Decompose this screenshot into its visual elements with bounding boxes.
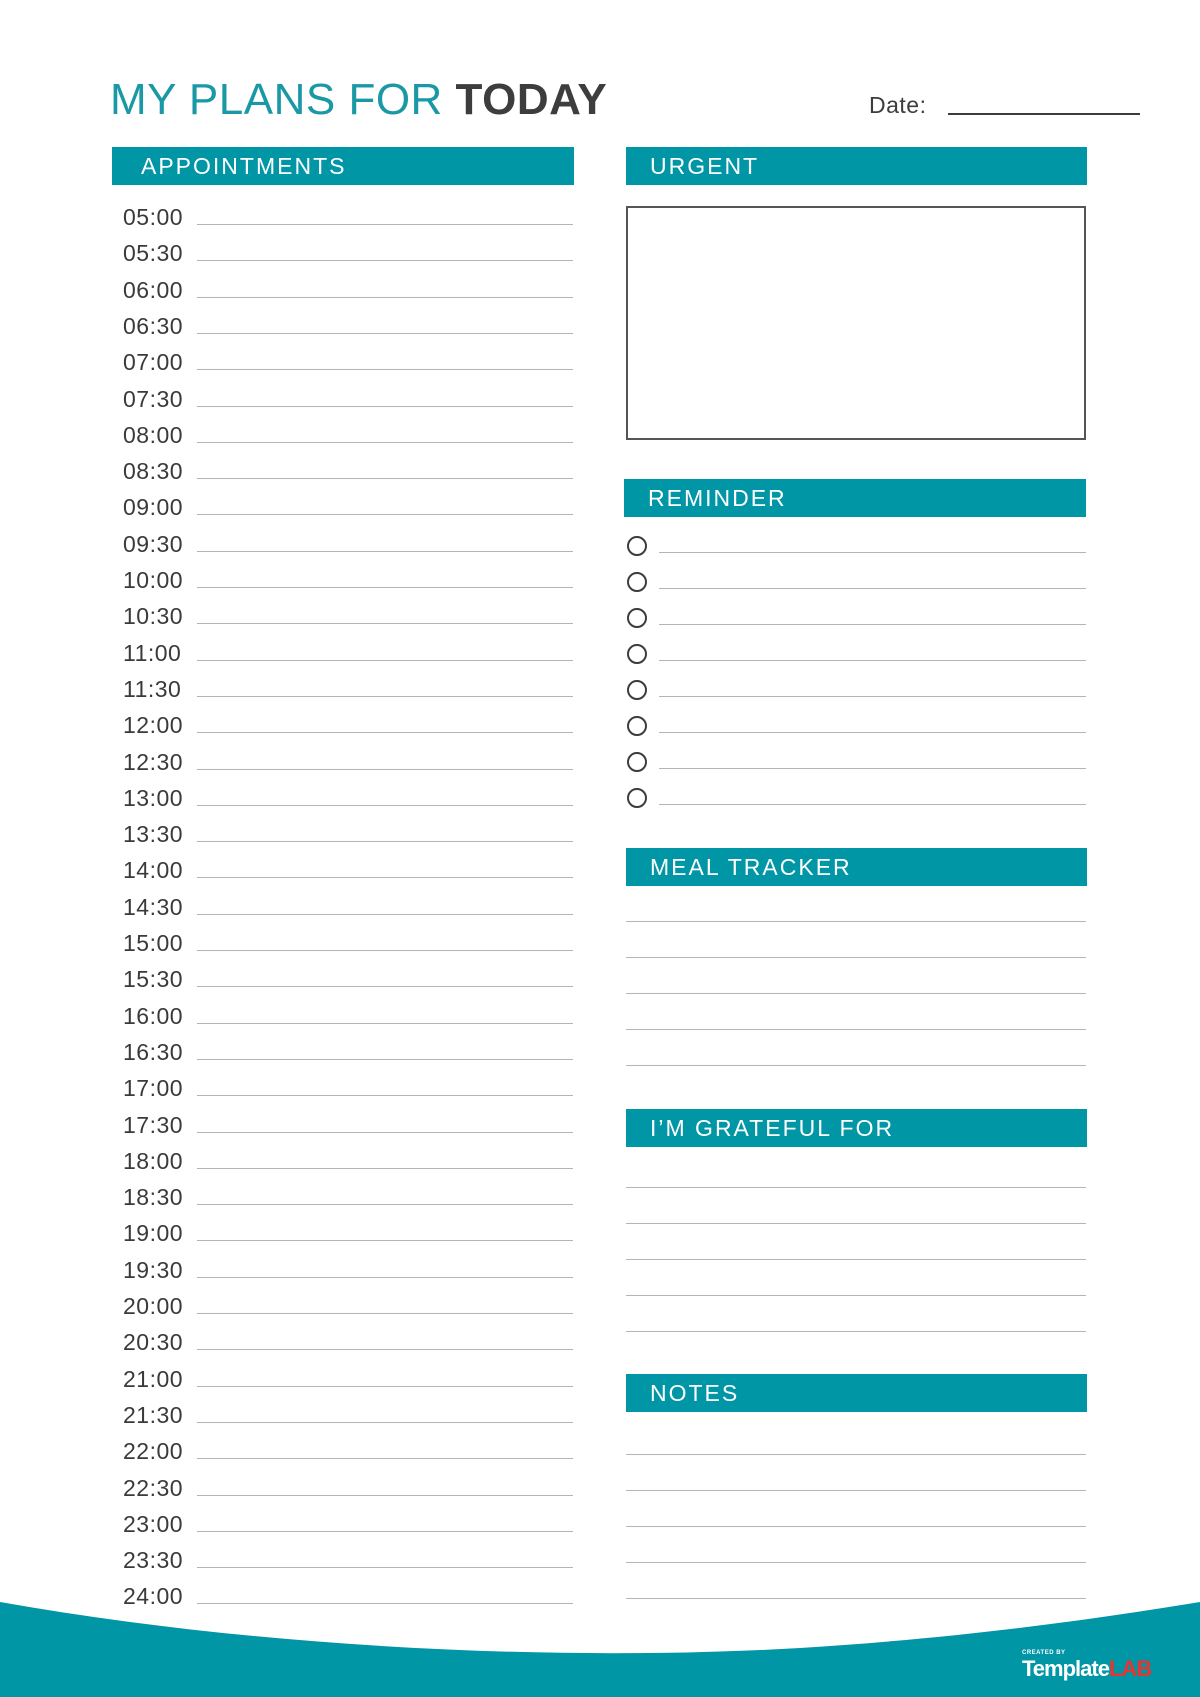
appointment-time: 11:00 — [123, 640, 182, 666]
appointment-line[interactable] — [197, 551, 573, 552]
appointment-time: 19:00 — [123, 1220, 184, 1246]
reminder-item[interactable] — [626, 536, 1086, 562]
appointment-slot[interactable] — [123, 458, 573, 494]
appointment-slot[interactable] — [123, 1112, 573, 1148]
appointment-slot[interactable] — [123, 857, 573, 893]
reminder-line[interactable] — [659, 624, 1086, 625]
appointment-time: 13:00 — [123, 785, 184, 811]
grateful-line[interactable] — [626, 1295, 1086, 1296]
meal-tracker-title: MEAL TRACKER — [650, 854, 852, 880]
appointment-time: 16:30 — [123, 1039, 184, 1065]
meal-tracker-line[interactable] — [626, 921, 1086, 922]
appointment-time: 12:30 — [123, 749, 184, 775]
appointment-slot[interactable] — [123, 1293, 573, 1329]
appointment-time: 22:00 — [123, 1438, 184, 1464]
appointment-line[interactable] — [197, 805, 573, 806]
appointments-header — [112, 147, 574, 185]
reminder-item[interactable] — [626, 644, 1086, 670]
appointment-slot[interactable] — [123, 204, 573, 240]
notes-line[interactable] — [626, 1562, 1086, 1563]
appointment-line[interactable] — [197, 1386, 573, 1387]
appointment-slot[interactable] — [123, 531, 573, 567]
appointment-line[interactable] — [197, 478, 573, 479]
appointment-slot[interactable] — [123, 821, 573, 857]
appointment-time: 21:00 — [123, 1366, 184, 1392]
appointment-time: 17:00 — [123, 1075, 184, 1101]
appointment-line[interactable] — [197, 914, 573, 915]
appointment-time: 07:30 — [123, 386, 184, 412]
appointment-line[interactable] — [197, 1422, 573, 1423]
reminder-item[interactable] — [626, 752, 1086, 778]
circle-checkbox-icon[interactable] — [627, 716, 647, 736]
appointment-time: 05:00 — [123, 204, 184, 230]
appointment-time: 18:00 — [123, 1148, 184, 1174]
urgent-title: URGENT — [650, 153, 760, 179]
appointment-line[interactable] — [197, 369, 573, 370]
created-by-label: CREATED BY — [1022, 1650, 1066, 1656]
appointment-time: 06:30 — [123, 313, 184, 339]
appointment-slot[interactable] — [123, 1438, 573, 1474]
appointment-line[interactable] — [197, 1023, 573, 1024]
circle-checkbox-icon[interactable] — [627, 752, 647, 772]
grateful-line[interactable] — [626, 1331, 1086, 1332]
circle-checkbox-icon[interactable] — [627, 644, 647, 664]
appointment-time: 18:30 — [123, 1184, 184, 1210]
appointment-line[interactable] — [197, 732, 573, 733]
circle-checkbox-icon[interactable] — [627, 572, 647, 592]
page-title-part1: MY PLANS FOR — [110, 75, 456, 124]
appointment-time: 19:30 — [123, 1257, 184, 1283]
logo-text-lab: LAB — [1108, 1656, 1152, 1681]
appointment-line[interactable] — [197, 587, 573, 588]
appointment-time: 16:00 — [123, 1003, 184, 1029]
appointment-slot[interactable] — [123, 277, 573, 313]
appointment-slot[interactable] — [123, 1329, 573, 1365]
reminder-line[interactable] — [659, 588, 1086, 589]
appointment-slot[interactable] — [123, 749, 573, 785]
circle-checkbox-icon[interactable] — [627, 680, 647, 700]
appointment-slot[interactable] — [123, 1148, 573, 1184]
appointment-slot[interactable] — [123, 930, 573, 966]
notes-line[interactable] — [626, 1490, 1086, 1491]
appointment-line[interactable] — [197, 1349, 573, 1350]
page-title-part2: TODAY — [455, 75, 608, 124]
grateful-line[interactable] — [626, 1259, 1086, 1260]
appointment-time: 05:30 — [123, 240, 184, 266]
meal-tracker-line[interactable] — [626, 1065, 1086, 1066]
appointment-line[interactable] — [197, 1168, 573, 1169]
appointment-slot[interactable] — [123, 1257, 573, 1293]
appointment-line[interactable] — [197, 1132, 573, 1133]
appointment-slot[interactable] — [123, 1475, 573, 1511]
date-field[interactable] — [948, 113, 1140, 115]
appointment-time: 09:00 — [123, 494, 184, 520]
appointment-slot[interactable] — [123, 567, 573, 603]
appointment-time: 20:00 — [123, 1293, 184, 1319]
appointment-slot[interactable] — [123, 1184, 573, 1220]
appointment-time: 15:00 — [123, 930, 184, 956]
appointment-slot[interactable] — [123, 1039, 573, 1075]
appointment-slot[interactable] — [123, 1511, 573, 1547]
grateful-line[interactable] — [626, 1223, 1086, 1224]
appointment-time: 10:30 — [123, 603, 184, 629]
appointment-time: 21:30 — [123, 1402, 184, 1428]
appointment-time: 14:30 — [123, 894, 184, 920]
appointment-line[interactable] — [197, 950, 573, 951]
appointment-line[interactable] — [197, 333, 573, 334]
appointment-line[interactable] — [197, 1495, 573, 1496]
appointment-line[interactable] — [197, 696, 573, 697]
logo-text — [1022, 1656, 1151, 1682]
circle-checkbox-icon[interactable] — [627, 536, 647, 556]
date-label: Date: — [869, 92, 927, 118]
appointment-line[interactable] — [197, 1277, 573, 1278]
appointment-line[interactable] — [197, 877, 573, 878]
appointment-time: 08:30 — [123, 458, 184, 484]
appointment-time: 08:00 — [123, 422, 184, 448]
appointment-slot[interactable] — [123, 386, 573, 422]
appointment-slot[interactable] — [123, 1003, 573, 1039]
templatelab-logo — [1022, 1650, 1172, 1682]
reminder-title: REMINDER — [648, 485, 787, 511]
reminder-item[interactable] — [626, 716, 1086, 742]
appointment-time: 06:00 — [123, 277, 184, 303]
appointment-time: 07:00 — [123, 349, 184, 375]
logo-text-template: Template — [1022, 1656, 1109, 1681]
appointment-time: 09:30 — [123, 531, 184, 557]
appointment-slot[interactable] — [123, 603, 573, 639]
appointment-line[interactable] — [197, 1204, 573, 1205]
appointment-line[interactable] — [197, 660, 573, 661]
appointment-time: 23:30 — [123, 1547, 184, 1573]
appointment-time: 14:00 — [123, 857, 184, 883]
appointment-time: 12:00 — [123, 712, 184, 738]
appointment-line[interactable] — [197, 514, 573, 515]
appointment-line[interactable] — [197, 1095, 573, 1096]
reminder-item[interactable] — [626, 788, 1086, 814]
notes-line[interactable] — [626, 1454, 1086, 1455]
appointment-time: 17:30 — [123, 1112, 184, 1138]
notes-line[interactable] — [626, 1526, 1086, 1527]
appointment-time: 20:30 — [123, 1329, 184, 1355]
appointment-slot[interactable] — [123, 494, 573, 530]
reminder-header — [624, 479, 1086, 517]
appointment-line[interactable] — [197, 1567, 573, 1568]
appointment-slot[interactable] — [123, 1220, 573, 1256]
footer-wave — [0, 1590, 1200, 1697]
appointments-title: APPOINTMENTS — [141, 153, 347, 179]
appointment-slot[interactable] — [123, 676, 573, 712]
appointment-slot[interactable] — [123, 712, 573, 748]
meal-tracker-line[interactable] — [626, 993, 1086, 994]
appointment-line[interactable] — [197, 1531, 573, 1532]
appointment-slot[interactable] — [123, 785, 573, 821]
appointment-slot[interactable] — [123, 1366, 573, 1402]
appointment-time: 11:30 — [123, 676, 182, 702]
grateful-title: I’M GRATEFUL FOR — [650, 1115, 895, 1141]
appointment-slot[interactable] — [123, 640, 573, 676]
circle-checkbox-icon[interactable] — [627, 608, 647, 628]
reminder-line[interactable] — [659, 732, 1086, 733]
urgent-box[interactable] — [626, 206, 1086, 440]
reminder-line[interactable] — [659, 552, 1086, 553]
appointment-slot[interactable] — [123, 1402, 573, 1438]
appointment-slot[interactable] — [123, 313, 573, 349]
appointment-line[interactable] — [197, 1059, 573, 1060]
reminder-line[interactable] — [659, 768, 1086, 769]
appointment-line[interactable] — [197, 442, 573, 443]
appointment-slot[interactable] — [123, 1075, 573, 1111]
appointment-time: 10:00 — [123, 567, 184, 593]
appointment-line[interactable] — [197, 841, 573, 842]
appointment-line[interactable] — [197, 260, 573, 261]
appointment-slot[interactable] — [123, 349, 573, 385]
reminder-line[interactable] — [659, 804, 1086, 805]
appointment-line[interactable] — [197, 986, 573, 987]
appointment-time: 22:30 — [123, 1475, 184, 1501]
reminder-item[interactable] — [626, 680, 1086, 706]
appointment-slot[interactable] — [123, 894, 573, 930]
meal-tracker-line[interactable] — [626, 1029, 1086, 1030]
appointment-line[interactable] — [197, 1240, 573, 1241]
appointment-time: 23:00 — [123, 1511, 184, 1537]
appointment-slot[interactable] — [123, 966, 573, 1002]
appointment-time: 13:30 — [123, 821, 184, 847]
appointment-line[interactable] — [197, 769, 573, 770]
grateful-line[interactable] — [626, 1187, 1086, 1188]
urgent-header — [626, 147, 1087, 185]
reminder-line[interactable] — [659, 696, 1086, 697]
meal-tracker-header — [626, 848, 1087, 886]
appointment-line[interactable] — [197, 297, 573, 298]
appointment-line[interactable] — [197, 1313, 573, 1314]
reminder-line[interactable] — [659, 660, 1086, 661]
notes-header — [626, 1374, 1087, 1412]
grateful-header — [626, 1109, 1087, 1147]
appointment-line[interactable] — [197, 224, 573, 225]
reminder-item[interactable] — [626, 572, 1086, 598]
appointment-time: 15:30 — [123, 966, 184, 992]
notes-title: NOTES — [650, 1380, 740, 1406]
page-title — [110, 74, 607, 126]
appointment-line[interactable] — [197, 406, 573, 407]
appointment-time: 24:00 — [123, 1583, 184, 1609]
appointment-slot[interactable] — [123, 240, 573, 276]
meal-tracker-line[interactable] — [626, 957, 1086, 958]
appointment-line[interactable] — [197, 1458, 573, 1459]
appointment-slot[interactable] — [123, 1547, 573, 1583]
appointment-slot[interactable] — [123, 422, 573, 458]
circle-checkbox-icon[interactable] — [627, 788, 647, 808]
appointment-line[interactable] — [197, 623, 573, 624]
reminder-item[interactable] — [626, 608, 1086, 634]
